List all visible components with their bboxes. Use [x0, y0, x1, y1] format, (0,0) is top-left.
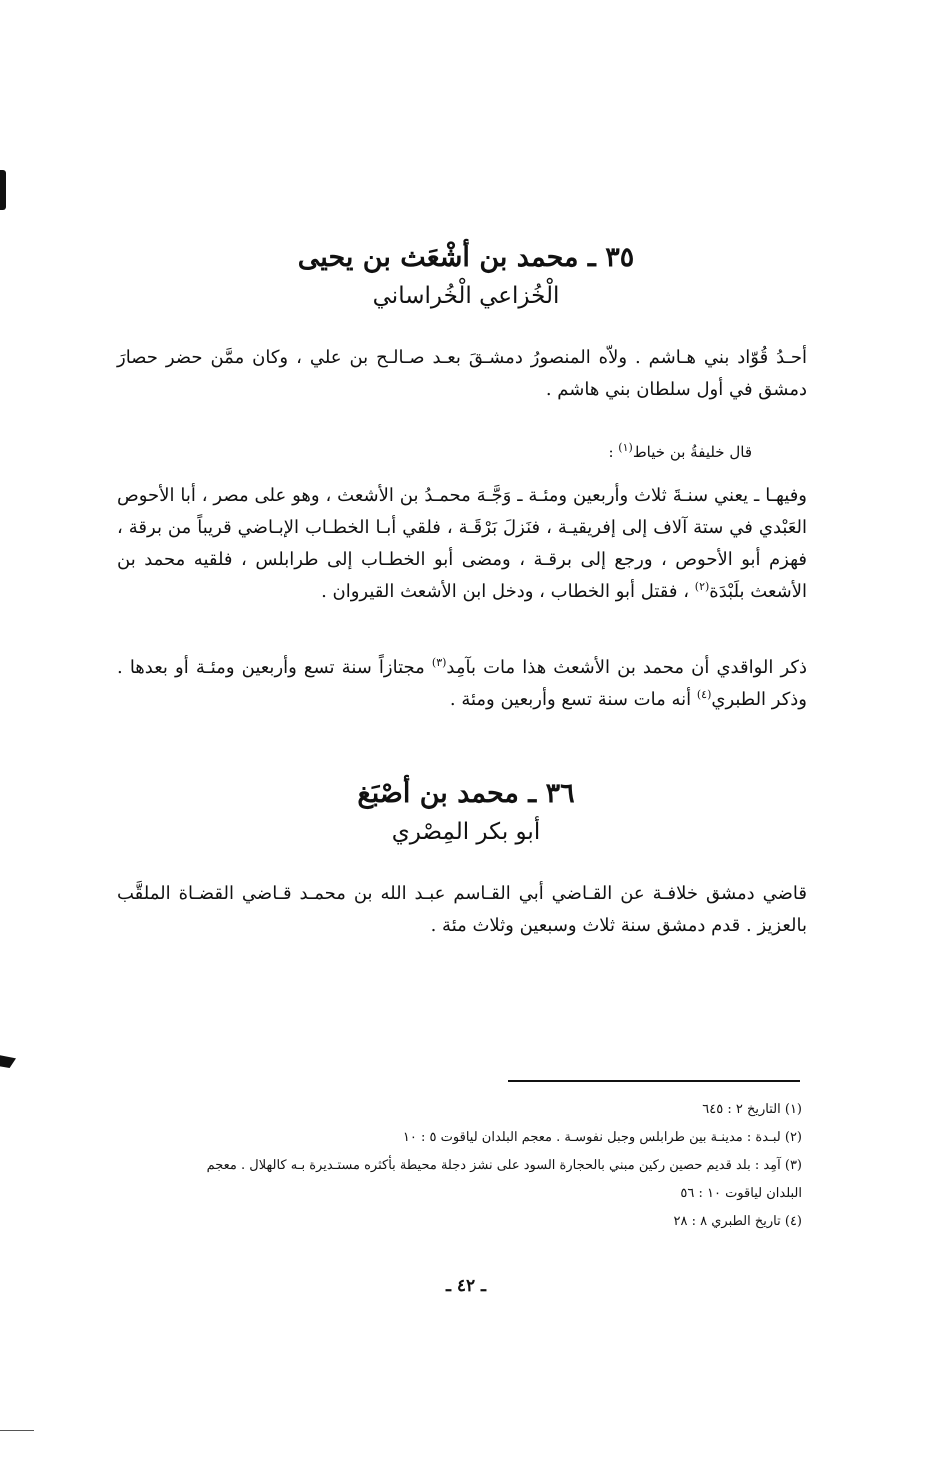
paragraph-text: ، فقتل أبو الخطاب ، ودخل ابن الأشعث القيروان . — [321, 581, 695, 602]
footnote: (١) التاريخ ٢ : ٦٤٥ — [702, 1102, 802, 1117]
entry-subtitle: أبو بكر المِصْري — [391, 819, 541, 845]
footnote-ref: (٤) — [696, 688, 712, 701]
footnote-ref: (١) — [618, 441, 633, 454]
footnotes — [112, 1096, 802, 1236]
scan-edge-mark — [0, 1052, 16, 1068]
paragraph-text: مجتازاً سنة تسع وأربعين ومئـة أو بعدها . وذكر الطبري — [117, 657, 807, 710]
paragraph-text: وفيهـا ـ يعني سنـةَ ثلاث وأربعين ومئـة ـ وَجَّـهَ محمـدُ بن الأشعث ، وهو على مصر ، أبا الأحوص العَبْدي في ستة آلاف إلى إفريقيـة ، فنَزلَ بَرْقَـة ، فلقي أبـا الخطـاب الإبـاضي قريباً من برقة ، فهزم أبو الأحوص ، ورجع إلى برقـة ، ومضى أبو الخطـاب إلى طرابلس ، فلقيه محمد بن الأشعث بلَبْدَة — [117, 485, 807, 602]
quote-intro-end: : — [608, 443, 619, 461]
entry-subtitle: الْخُزاعي الْخُراساني — [372, 283, 560, 309]
paragraph-text: ذكر الواقدي أن محمد بن الأشعث هذا مات بآمِد — [446, 657, 807, 678]
footnote-separator — [508, 1080, 800, 1082]
footnote: (٢) لبـدة : مدينـة بين طرابلس وجبل نفوسـة . معجم البلدان لياقوت ٥ : ١٠ — [402, 1130, 802, 1145]
footnote-continuation: البلدان لياقوت ١٠ : ٥٦ — [680, 1186, 802, 1201]
entry-heading — [0, 238, 932, 314]
footnote-ref: (٣) — [431, 656, 447, 669]
quote-intro-text: قال خليفةُ بن خياط — [632, 443, 752, 461]
page-number: ـ ٤٢ ـ — [445, 1276, 487, 1296]
scan-edge-mark — [0, 170, 6, 210]
entry-title: ٣٦ ـ محمد بن أصْبَغ — [357, 778, 575, 809]
scan-edge-line — [0, 1430, 34, 1431]
quote-intro — [608, 440, 752, 464]
footnote: (٤) تاريخ الطبري ٨ : ٢٨ — [673, 1214, 802, 1229]
footnote: (٣) آمِد : بلد قديم حصين ركين مبني بالحجارة السود على نشز دجلة محيطة بأكثره مستـديرة بـه كالهلال . معجم — [206, 1158, 802, 1173]
paragraph: أحـدُ قُوّاد بني هـاشم . ولاّه المنصورُ دمشـقَ بعـد صـالـح بن علي ، وكان ممَّن حضر حصارَ دمشق في أول سلطان بني هاشم . — [117, 347, 807, 400]
entry-heading — [0, 774, 932, 850]
paragraph-text: أنه مات سنة تسع وأربعين ومئة . — [449, 689, 697, 710]
paragraph — [117, 480, 807, 608]
entry-title: ٣٥ ـ محمد بن أشْعَث بن يحيى — [297, 242, 635, 273]
footnote-ref: (٢) — [694, 580, 710, 593]
paragraph — [117, 652, 807, 716]
paragraph: قاضي دمشق خلافـة عن القـاضي أبي القـاسم عبـد الله بن محمـد قـاضي القضـاة الملقَّب بالعزيز . قدم دمشق سنة ثلاث وسبعين وثلاث مئة . — [117, 883, 807, 936]
